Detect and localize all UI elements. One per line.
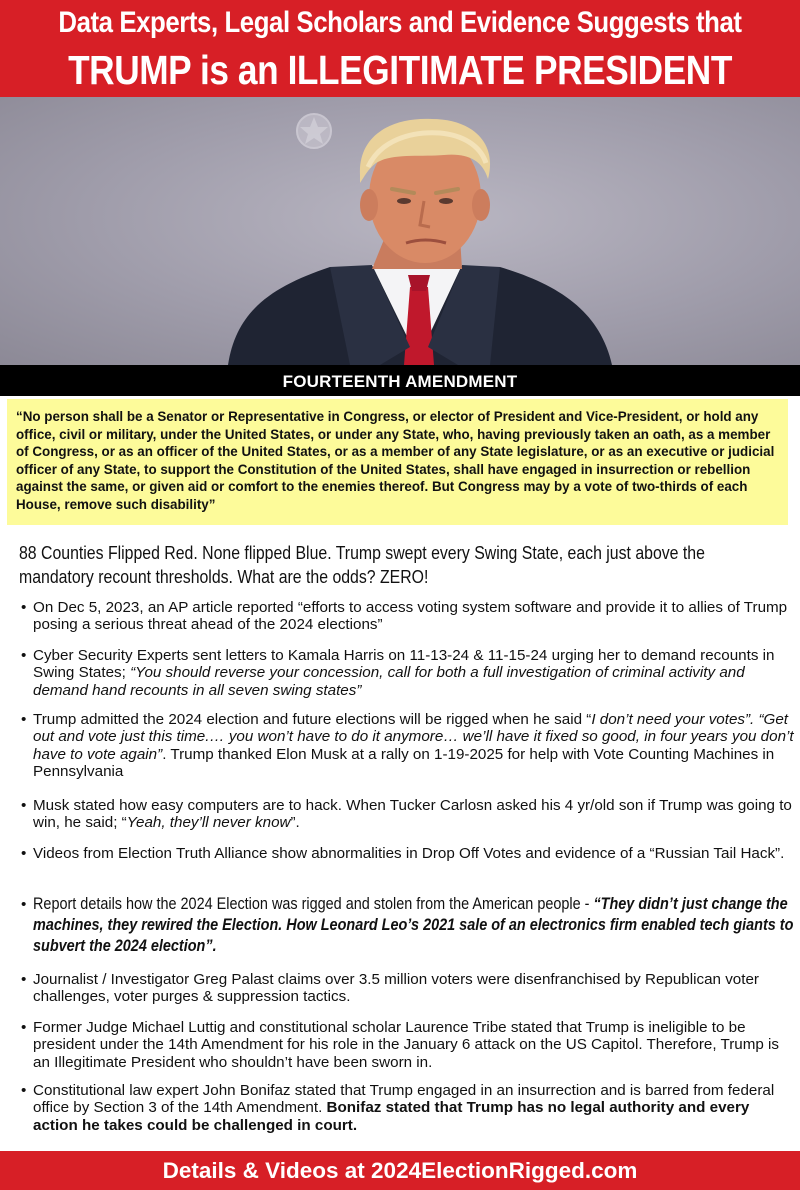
bullet-text-part: . Trump thanked Elon Musk at a rally on 1-19-2025 for help with Vote Counting Machines in Pennsylvania	[33, 745, 775, 781]
list-item	[21, 647, 796, 699]
bullet-mark: •	[21, 711, 27, 728]
bullet-text: Former Judge Michael Luttig and constitutional scholar Laurence Tribe stated that Trump is ineligible to be president under the 14th Amendment for his role in the January 6 attack on the US Capitol. Therefore, Trump is an Illegitimate President who shouldn’t have been sworn in.	[33, 1019, 780, 1071]
footer-banner: Details & Videos at 2024ElectionRigged.com	[0, 1151, 800, 1190]
lead-statement: 88 Counties Flipped Red. None flipped Blue. Trump swept every Swing State, each just above the mandatory recount thresholds. What are the odds? ZERO!	[19, 543, 705, 587]
list-item	[21, 971, 796, 1006]
mugshot-photo	[0, 97, 800, 365]
bullet-text-bold-italic: “They didn’t just change the machines, they rewired the Election. How Leonard Leo’s 2021 sale of an electronics firm enabled tech giants to subvert the 2024 election”.	[33, 895, 794, 955]
bullet-mark: •	[21, 896, 27, 913]
bullet-mark: •	[21, 599, 27, 616]
list-item	[21, 894, 796, 957]
bullet-text-bold: Bonifaz stated that Trump has no legal authority and every action he takes could be challenged in court.	[33, 1099, 750, 1134]
bullet-mark: •	[21, 971, 27, 988]
bullet-mark: •	[21, 647, 27, 664]
header-line-2: TRUMP is an ILLEGITIMATE PRESIDENT	[68, 47, 732, 93]
bullet-text-part: Musk stated how easy computers are to hack. When Tucker Carlosn asked his 4 yr/old son if Trump was going to win, he said; “	[33, 797, 792, 832]
bullet-text	[21, 1082, 796, 1134]
bullet-text-part: Trump admitted the 2024 election and future elections will be rigged when he said “	[33, 711, 592, 728]
bullet-mark: •	[21, 797, 27, 814]
bullet-text	[21, 711, 796, 781]
bullet-text	[21, 647, 796, 699]
bullet-text-part: Constitutional law expert John Bonifaz stated that Trump engaged in an insurrection and is barred from federal office by Section 3 of the 14th Amendment.	[33, 1082, 775, 1117]
portrait-illustration	[0, 97, 800, 365]
bullet-mark: •	[21, 1082, 27, 1099]
list-item	[21, 797, 796, 832]
bullet-text-part: Cyber Security Experts sent letters to Kamala Harris on 11-13-24 & 11-15-24 urging her to demand recounts in Swing States;	[33, 647, 775, 682]
bullet-mark: •	[21, 1019, 27, 1036]
list-item	[21, 845, 796, 862]
bullet-text: Journalist / Investigator Greg Palast claims over 3.5 million voters were disenfranchised by Republican voter challenges, voter purges & suppression tactics.	[33, 971, 759, 1006]
amendment-quote-box: “No person shall be a Senator or Representative in Congress, or elector of President and Vice-President, or hold any office, civil or military, under the United States, or under any State, who, having previously taken an oath, as a member of Congress, or as an officer of the United States, or as a member of any State legislature, or as an executive or judicial officer of any State, to support the Constitution of the United States, shall have engaged in insurrection or rebellion against the same, or given aid or comfort to the enemies thereof. But Congress may by a vote of two-thirds of each House, remove such disability”	[7, 399, 788, 525]
sheriff-badge-icon	[297, 114, 331, 148]
bullet-text-part: Report details how the 2024 Election was rigged and stolen from the American people -	[33, 895, 594, 913]
header-line-1: Data Experts, Legal Scholars and Evidence Suggests that	[58, 6, 742, 39]
header-banner	[0, 0, 800, 97]
list-item	[21, 599, 796, 634]
list-item	[21, 1019, 796, 1071]
bullet-text-italic: “You should reverse your concession, call for both a full investigation of criminal activity and demand hand recounts in all seven swing states”	[33, 664, 745, 699]
bullet-text-italic: Yeah, they’ll never know	[126, 814, 291, 832]
bullet-text: On Dec 5, 2023, an AP article reported “efforts to access voting system software and provide it to allies of Trump posing a serious threat ahead of the 2024 elections”	[33, 599, 788, 634]
bullet-mark: •	[21, 845, 27, 862]
bullet-text	[21, 894, 796, 957]
bullet-text	[21, 797, 796, 832]
list-item	[21, 1082, 796, 1134]
bullet-text: Videos from Election Truth Alliance show abnormalities in Drop Off Votes and evidence of a “Russian Tail Hack”.	[33, 845, 785, 862]
list-item	[21, 711, 796, 781]
bullet-text-part: ”.	[290, 814, 300, 832]
bullet-text-italic: I don’t need your votes”. “Get out and vote just this time.… you won’t have to do it anymore… we’ll have it fixed so good, in four years you don’t have to vote again”	[33, 711, 794, 763]
amendment-title-bar: FOURTEENTH AMENDMENT	[0, 365, 800, 396]
